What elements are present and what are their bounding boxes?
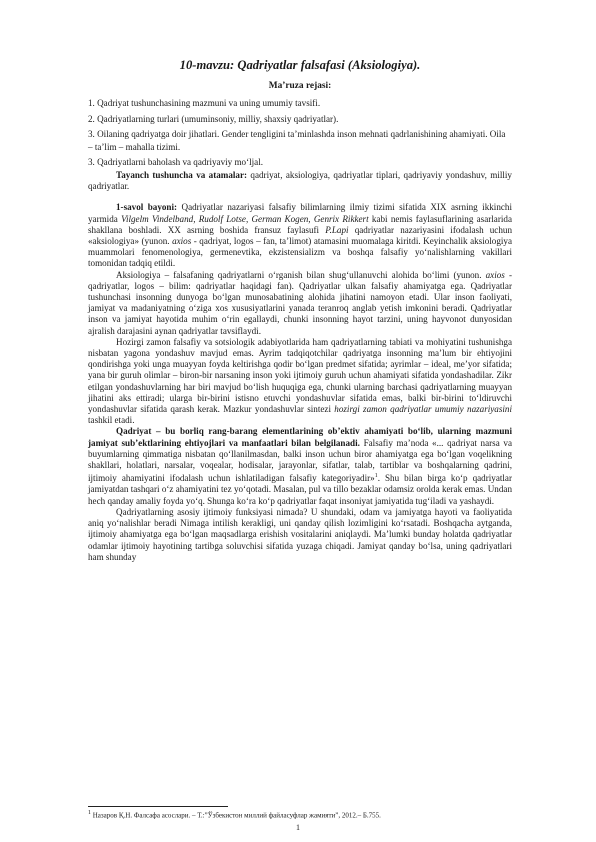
plan-item-2: 2. Qadriyatlarning turlari (umuminsoniy, milliy, shaxsiy qadriyatlar). (88, 113, 339, 124)
keywords-label: Tayanch tushuncha va atamalar: (116, 169, 248, 180)
definition-bold: Qadriyat – bu borliq rang-barang elementlarining ob’ektiv ahamiyati bo‘lib, ularning mazmuni jamiyat sub’ektlarining ehtiyojlari va manfaatlari bilan belgilanadi. (88, 426, 512, 448)
plan-item-4: 3. Qadriyatlarni baholash va qadriyaviy mo‘ljal. (88, 157, 264, 168)
plan-item-1: 1. Qadriyat tushunchasining mazmuni va uning umumiy tavsifi. (88, 98, 321, 108)
footnote-divider (88, 806, 228, 807)
document-title: 10-mavzu: Qadriyatlar falsafasi (Aksiologiya). (179, 58, 421, 72)
philosopher-names: Vilgelm Vindelband, Rudolf Lotse, German Kogen, Genrix Rikkert (121, 213, 369, 224)
paragraph-5: Qadriyatlarning asosiy ijtimoiy funksiyasi nimada? U shundaki, odam va jamiyatga hayoti va faoliyatida aniq yo‘nalishlar beradi Nimaga intilish kerakligi, uni qanday qilish lozimligini ko‘rsatadi. Boshqacha aytganda, ijtimoiy ahamiyatga ega bo‘lgan maqsadlarga erishish vositalarini aniqlaydi. Ma’lumki bunday holatda qadriyatlar odamlar ijtimoiy hayotining tartibga soluvchisi sifatida yuzaga chiqadi. Jamiyat qanday bo‘lsa, uning qadriyatlari ham shunday (88, 506, 512, 562)
plan-item-3: 3. Oilaning qadriyatga doir jihatlari. Gender tengligini ta’minlashda inson mehnati qadrlanishining ahamiyati. Oila – ta’lim – mahalla tizimi. (88, 129, 506, 152)
keywords-paragraph (88, 170, 512, 192)
paragraph-1: 1-savol bayoni: Qadriyatlar nazariyasi falsafiy bilimlarning ilmiy tizimi sifatida XIX asrning ikkinchi yarmida Vilgelm Vindelband, Rudolf Lotse, German Kogen, Genrix Rikkert kabi nemis faylasuflarining asarlarida shakllana boshladi. XX asrning boshida fransuz faylasufi P.Lapi qadriyatlar nazariyasini ifodalash uchun «aksiologiya» (yunon. axios - qadriyat, logos – fan, ta’limot) atamasini muomalaga kiritdi. Keyinchalik aksiologiya muammolari fenomenologiya, germenevtika, ekzistensializm va boshqa falsafiy yo‘nalishlarning vakillari tomonidan tadqiq etildi. (88, 202, 512, 269)
footnote: $^1$ Назаров Қ.Н. Фалсафа асослари. – Т.:”Ўзбекистон миллий файласуфлар жамияти”, 2012.– Б.755. (88, 810, 381, 820)
plan-heading: Ma’ruza rejasi: (268, 81, 332, 91)
paragraph-2: Aksiologiya – falsafaning qadriyatlarni o‘rganish bilan shug‘ullanuvchi alohida bo‘limi (yunon. axios - qadriyatlar, logos – bilim: qadriyatlar haqidagi fan). Qadriyatlar ulkan falsafiy ahamiyatga ega. Qadriyatlar tushunchasi insonning dunyoga bo‘lgan munosabatining alohida jihatini namoyon etadi. Ular inson faoliyati, jamiyat va madaniyatning o‘ziga xos xususiyatlarini yanada teranroq anglab yetish imkonini beradi. Qadriyatlar inson va jamiyat hayotida muhim o‘rin egallaydi, chunki insonning hayot tarzini, uning hayvonot dunyosidan ajralish darajasini aynan qadriyatlar tavsiflaydi. (88, 269, 512, 336)
paragraph-3: Hozirgi zamon falsafiy va sotsiologik adabiyotlarida ham qadriyatlarning tabiati va mohiyatini tushunishga nisbatan yagona yondashuv mavjud emas. Ayrim tadqiqotchilar qadriyatga insonning ma’lum bir ehtiyojini qondirishga yoki unga muayyan foyda keltirishga qodir bo‘lgan predmet sifatida; ayrimlar – ideal, me’yor sifatida; yana bir guruh olimlar – biron-bir narsaning inson yoki ijtimoiy guruh uchun ahamiyati sifatida yondashadilar. Zikr etilgan yondashuvlarning har biri mavjud bo‘lish huquqiga ega, chunki ularning barchasi qadriyatlarning muayyan jihatini aks ettiradi; ularga bir-birini istisno etuvchi yondashuvlar sifatida emas, balki bir-birini to‘ldiruvchi yondashuvlar sifatida qarash kerak. Mazkur yondashuvlar sintezi hozirgi zamon qadriyatlar umumiy nazariyasini tashkil etadi. (88, 336, 512, 426)
question-lead: 1-savol bayoni: (116, 202, 178, 213)
keywords-text: qadriyat, aksiologiya, qadriyatlar tiplari, qadriyaviy yondashuv, milliy qadriyatlar. (88, 169, 512, 192)
page-number: 1 (296, 823, 300, 832)
footnote-ref: 1 (374, 473, 378, 480)
paragraph-4: Qadriyat – bu borliq rang-barang elementlarining ob’ektiv ahamiyati bo‘lib, ularning mazmuni jamiyat sub’ektlarining ehtiyojlari va manfaatlari bilan belgilanadi. Falsafiy ma’noda «... qadriyat narsa va buyumlarning qimmatiga nisbatan qo‘llanilmasdan, balki inson uchun biror ahamiyatga ega bo‘lgan voqelikning shakllari, holatlari, narsalar, voqealar, hodisalar, jarayonlar, sifatlar, talab, tartiblar va boshqalarning qadrini, ijtimoiy ahamiyatini ifodalash uchun ishlatiladigan falsafiy kategoriyadir»$^1$. Shu bilan birga ko‘p qadriyatlar jamiyatdan tashqari o‘z ahamiyatini tez yo‘qotadi. Masalan, pul va tillo bezaklar odamsiz orolda kerak emas. Undan hech qanday amaliy foyda yo‘q. Shunga ko‘ra ko‘p qadriyatlar faqat insoniyat jamiyatida tug‘iladi va yashaydi. (88, 426, 513, 506)
document-page (88, 58, 512, 563)
